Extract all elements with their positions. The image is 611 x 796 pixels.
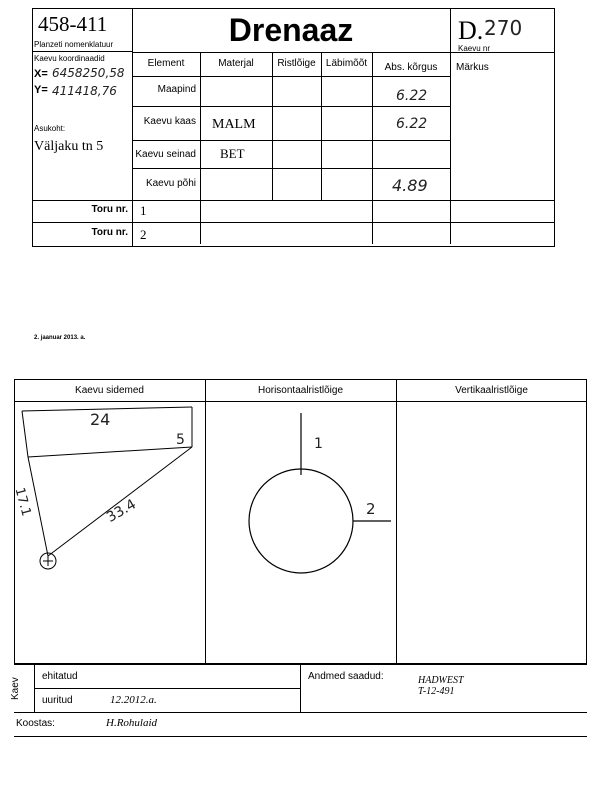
document-date: 2. jaanuar 2013. a. [34, 335, 86, 341]
well-prefix: D. [458, 16, 484, 45]
nomenclature-label: Planzeti nomenklatuur [34, 40, 114, 49]
page-title: Drenaaz [228, 12, 354, 48]
pipe-label: Toru nr. [91, 227, 128, 238]
column-header-diameter: Läbimõõt [325, 58, 368, 69]
table-row-abs: 4.89 [392, 176, 428, 195]
location-value: Väljaku tn 5 [34, 139, 104, 154]
column-header-cross-section: Ristlõige [277, 58, 316, 69]
built-label: ehitatud [42, 671, 78, 682]
sketch-label-right: 5 [176, 432, 185, 448]
measured-value: 12.2012.a. [110, 694, 157, 706]
pipe-1-label: 1 [314, 436, 323, 452]
sketch-label-top: 24 [90, 410, 111, 429]
location-label: Asukoht: [34, 124, 66, 133]
well-vertical-label: Kaev [10, 677, 21, 700]
column-header-notes: Märkus [456, 62, 489, 73]
column-header-abs-height: Abs. kõrgus [384, 62, 438, 73]
x-value: 6458250,58 [52, 66, 125, 80]
table-row-element: Maapind [157, 84, 196, 95]
sketch-label-left: 17.1 [11, 486, 34, 518]
section-header-vertical: Vertikaalristlõige [455, 385, 528, 396]
data-source-value: T-12-491 [418, 686, 455, 697]
well-circle [249, 469, 353, 573]
pipe-2-label: 2 [366, 500, 376, 518]
y-label: Y= [34, 84, 48, 96]
measured-label: uuritud [42, 695, 73, 706]
well-number: 270 [484, 16, 523, 40]
well-number-label: Kaevu nr [458, 44, 491, 53]
section-header-horizontal: Horisontaalristlõige [257, 385, 344, 396]
compiled-label: Koostas: [16, 718, 55, 729]
table-row-material: MALM [212, 117, 256, 132]
compiled-value: H.Rohulaid [106, 717, 158, 729]
table-row-abs: 6.22 [396, 116, 428, 132]
sketch-middle-line [28, 447, 192, 457]
table-row-abs: 6.22 [396, 88, 428, 104]
table-row-element: Kaevu põhi [145, 178, 196, 189]
pipe-number: 1 [140, 203, 147, 218]
y-value: 411418,76 [52, 84, 117, 98]
column-header-material: Materjal [218, 58, 254, 69]
table-row-element: Kaevu seinad [135, 149, 196, 160]
sketch-left-line [22, 411, 48, 556]
table-row-element: Kaevu kaas [143, 116, 196, 127]
horizontal-section-drawing [205, 401, 396, 664]
data-source-value: HADWEST [418, 675, 464, 686]
x-label: X= [34, 68, 48, 80]
column-header-element: Element [147, 58, 185, 69]
section-header-ties: Kaevu sidemed [75, 385, 144, 396]
table-row-material: BET [220, 146, 245, 161]
sketch-label-diagonal: 33.4 [104, 496, 139, 526]
nomenclature-number: 458-411 [38, 12, 108, 36]
coordinates-label: Kaevu koordinaadid [34, 54, 105, 63]
pipe-label: Toru nr. [91, 204, 128, 215]
data-source-label: Andmed saadud: [308, 671, 384, 682]
pipe-number: 2 [140, 227, 147, 242]
